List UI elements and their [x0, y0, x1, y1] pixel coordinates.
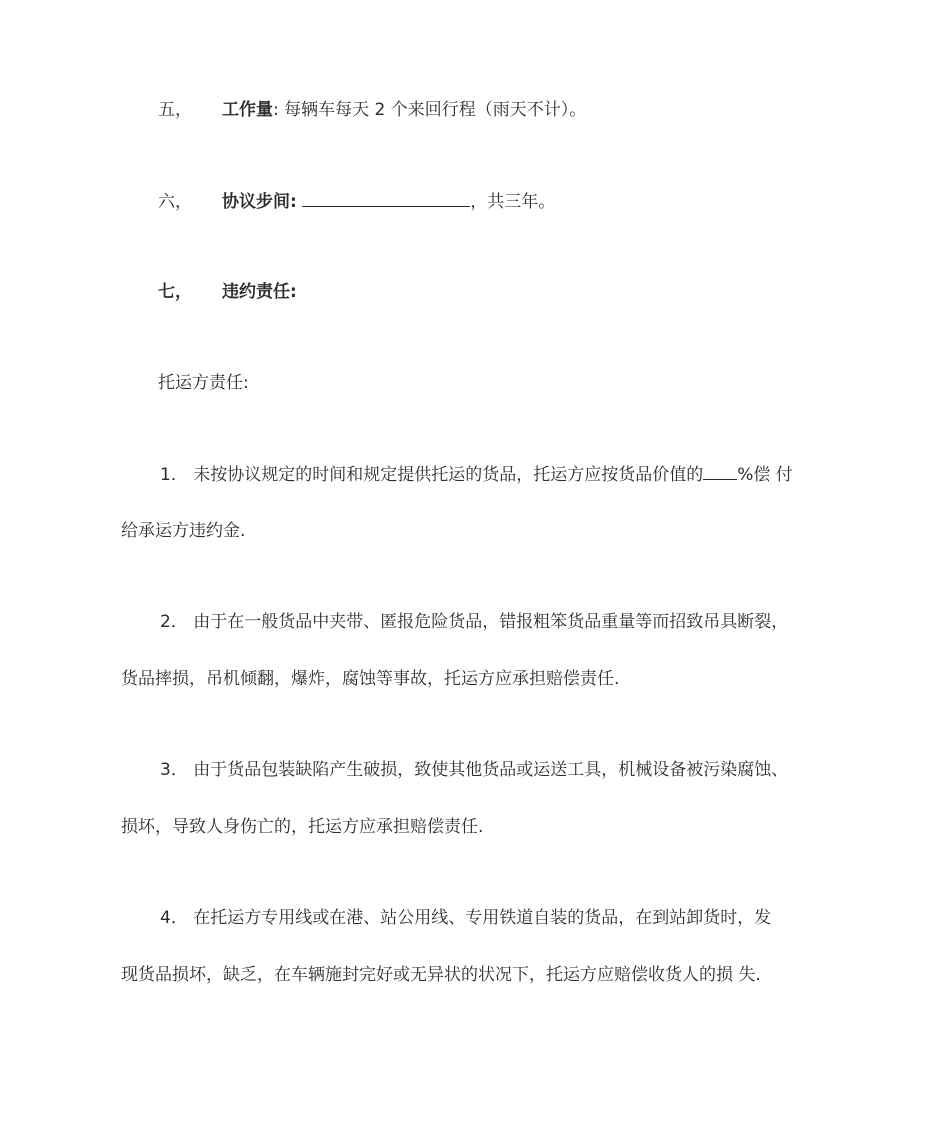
clause-3-line-1: 3． 由于货品包装缺陷产生破损，致使其他货品或运送工具，机械设备被污染腐蚀、: [160, 760, 789, 780]
clause-1-text-after: %偿 付: [737, 465, 793, 485]
section-five: [158, 98, 878, 122]
clause-3-line-2: 损坏，导致人身伤亡的，托运方应承担赔偿责任.: [121, 817, 484, 837]
section-six-text: ，共三年。: [470, 192, 556, 212]
clause-1-line-1: [160, 462, 880, 487]
clause-1-blank[interactable]: [703, 462, 737, 480]
clause-4-line-1: 4． 在托运方专用线或在港、站公用线、专用铁道自装的货品，在到站卸货时，发: [160, 908, 772, 928]
clause-4-line-2: 现货品损坏，缺乏，在车辆施封完好或无异状的状况下，托运方应赔偿收货人的损 失.: [121, 965, 761, 985]
clause-1-text: 1． 未按协议规定的时间和规定提供托运的货品，托运方应按货品价值的: [160, 465, 704, 485]
clause-2-line-2: 货品摔损，吊机倾翻，爆炸，腐蚀等事故，托运方应承担赔偿责任.: [121, 669, 620, 689]
clause-2-line-1: 2． 由于在一般货品中夹带、匿报危险货品，错报粗笨货品重量等而招致吊具断裂，: [160, 612, 789, 632]
section-six-number: 六，: [158, 192, 192, 212]
shipper-heading: 托运方责任:: [158, 373, 249, 393]
section-seven-number: 七，: [158, 282, 192, 302]
section-six-blank[interactable]: [302, 189, 470, 207]
clause-1-line-2: 给承运方违约金.: [121, 521, 246, 541]
section-seven: [158, 280, 878, 304]
section-five-number: 五，: [158, 100, 192, 120]
section-five-text: : 每辆车每天 2 个来回行程（雨天不计）。: [273, 100, 587, 120]
section-five-title: 工作量: [222, 100, 273, 120]
section-seven-title: 违约责任:: [222, 282, 297, 302]
section-six-title: 协议步间:: [222, 192, 297, 212]
section-six: [158, 189, 878, 214]
